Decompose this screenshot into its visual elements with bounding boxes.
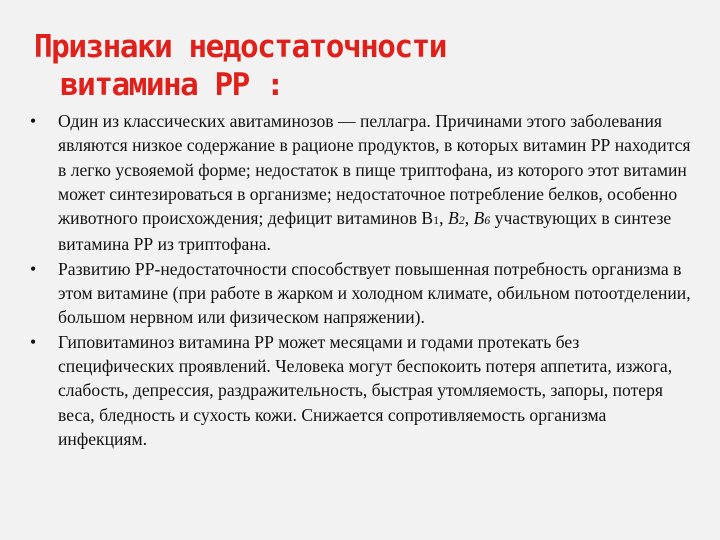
- slide-title: [34, 28, 694, 104]
- subscript-6: 6: [484, 213, 491, 228]
- bullet-marker: •: [30, 258, 37, 279]
- separator: ,: [439, 208, 448, 229]
- subscript-1: 1: [433, 213, 440, 228]
- vitamin-b6-letter: В: [473, 208, 485, 229]
- subscript-2: 2: [458, 213, 465, 228]
- bullet-item-hypovitaminosis: [30, 330, 698, 451]
- separator: ,: [464, 208, 474, 229]
- bullet-text-part: Один из классических авитаминозов — пеллагра. Причинами этого заболевания являются низкое содержание в рационе продуктов, в которых витамин РР находится в легко усвояемой форме; недостаток в пище триптофана, из которого этот витамин может синтезироваться в организме; недостаточное потребление белков, особенно животного происхождения; дефицит витаминов В: [58, 111, 691, 229]
- bullet-text: [58, 109, 698, 257]
- title-line-1: Признаки недостаточности: [34, 29, 446, 65]
- title-line-2: витамина РР :: [60, 67, 284, 103]
- bullet-item-pellagra: [30, 109, 698, 257]
- vitamin-b2-letter: В: [447, 208, 459, 229]
- bullet-list: [30, 109, 698, 451]
- bullet-item-requirement: [30, 257, 698, 330]
- bullet-marker: •: [30, 111, 37, 131]
- bullet-text: Развитию РР-недостаточности способствует повышенная потребность организма в этом витамине (при работе в жарком и холодном климате, обильном потоотделении, большом нервном или физическом напряжении).: [58, 258, 691, 328]
- bullet-text: Гиповитаминоз витамина РР может месяцами и годами протекать без специфических проявлений. Человека могут беспокоить потеря аппетита, изжога, слабость, депрессия, раздражительность, быстрая утомляемость, запоры, потеря веса, бледность и сухость кожи. Снижается сопротивляемость организма инфекциям.: [58, 331, 673, 449]
- bullet-text-part: участвующих в синтезе витамина РР из триптофана.: [58, 208, 672, 255]
- bullet-marker: •: [30, 331, 37, 352]
